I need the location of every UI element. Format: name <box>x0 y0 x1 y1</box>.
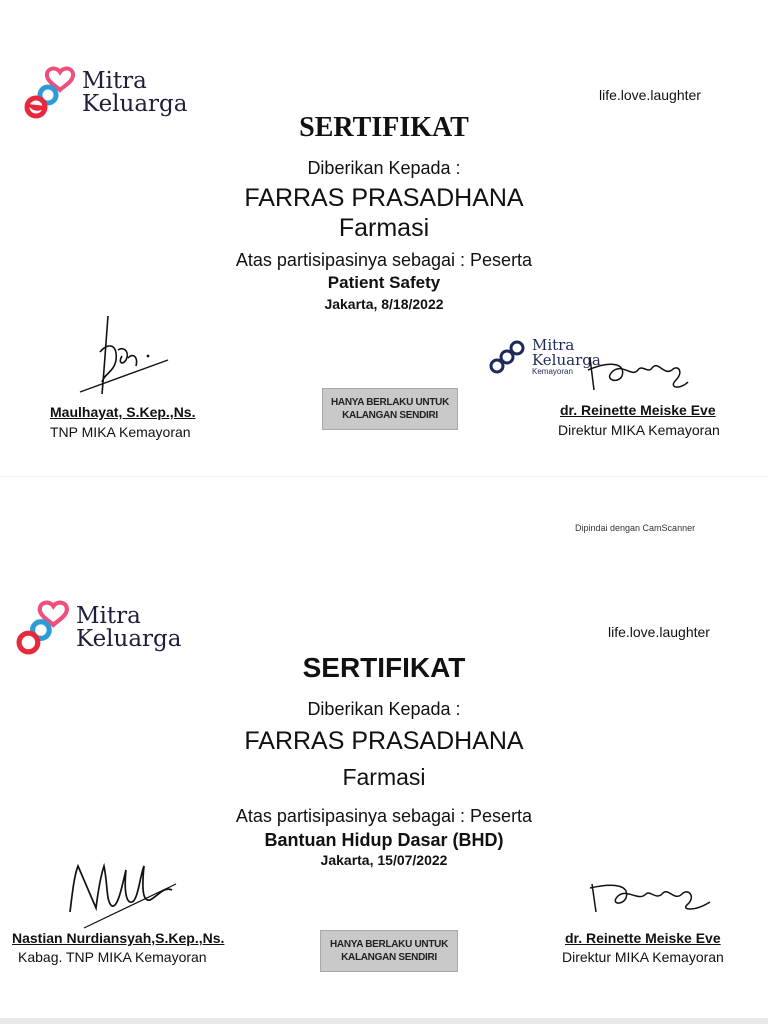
left-signer-role-2: Kabag. TNP MIKA Kemayoran <box>18 949 207 965</box>
certificate-title: SERTIFIKAT <box>299 112 469 143</box>
logo-line-2: Keluarga <box>82 91 188 117</box>
recipient-name-2: FARRAS PRASADHANA <box>244 727 524 755</box>
left-signature <box>78 312 178 402</box>
certificate-bhd <box>0 560 768 1024</box>
logo-line-1: Mitra <box>82 68 147 94</box>
validity-stamp-2 <box>320 930 458 972</box>
right-logo-line-3: Kemayoran <box>532 367 573 376</box>
page-divider <box>0 476 768 477</box>
tagline-2: life.love.laughter <box>608 624 710 640</box>
mitra-keluarga-logo-2 <box>16 600 182 656</box>
bottom-bar <box>0 1018 768 1024</box>
scanner-note: Dipindai dengan CamScanner <box>575 523 696 533</box>
stamp-line-2: KALANGAN SENDIRI <box>342 410 438 421</box>
recipient-name: FARRAS PRASADHANA <box>244 184 524 212</box>
right-logo-icon <box>488 339 528 375</box>
recipient-department-2: Farmasi <box>342 764 426 790</box>
place-date-2: Jakarta, 15/07/2022 <box>320 852 448 868</box>
right-signature-2 <box>586 876 716 920</box>
right-signer-name-2: dr. Reinette Meiske Eve <box>565 930 721 946</box>
course-name: Patient Safety <box>327 273 441 292</box>
given-to-label-2: Diberikan Kepada : <box>307 699 461 719</box>
logo2-line-1: Mitra <box>76 603 141 629</box>
right-signer-name: dr. Reinette Meiske Eve <box>560 402 716 418</box>
given-to-label: Diberikan Kepada : <box>307 158 461 178</box>
right-logo-line-1: Mitra <box>532 336 575 354</box>
mitra-keluarga-logo-icon-2 <box>16 600 72 656</box>
stamp2-line-1: HANYA BERLAKU UNTUK <box>329 939 448 950</box>
stamp2-line-2: KALANGAN SENDIRI <box>341 952 437 963</box>
certificate-title-2: SERTIFIKAT <box>302 652 466 683</box>
left-signer-name: Maulhayat, S.Kep.,Ns. <box>50 404 196 420</box>
right-logo-line-2: Keluarga <box>532 351 601 369</box>
validity-stamp <box>322 388 458 430</box>
course-name-2: Bantuan Hidup Dasar (BHD) <box>264 830 504 850</box>
left-signature-2 <box>60 856 190 936</box>
participation-text: Atas partisipasinya sebagai : Peserta <box>235 250 533 270</box>
participation-text-2: Atas partisipasinya sebagai : Peserta <box>235 806 533 826</box>
right-signer-role: Direktur MIKA Kemayoran <box>558 422 720 438</box>
logo2-line-2: Keluarga <box>76 626 182 652</box>
left-signer-role: TNP MIKA Kemayoran <box>50 424 191 440</box>
stamp-line-1: HANYA BERLAKU UNTUK <box>330 397 449 408</box>
recipient-department: Farmasi <box>338 214 430 242</box>
right-signature <box>582 350 694 400</box>
right-signer-role-2: Direktur MIKA Kemayoran <box>562 949 724 965</box>
tagline: life.love.laughter <box>599 87 701 103</box>
place-date: Jakarta, 8/18/2022 <box>324 296 444 312</box>
left-signer-name-2: Nastian Nurdiansyah,S.Kep.,Ns. <box>12 930 225 946</box>
